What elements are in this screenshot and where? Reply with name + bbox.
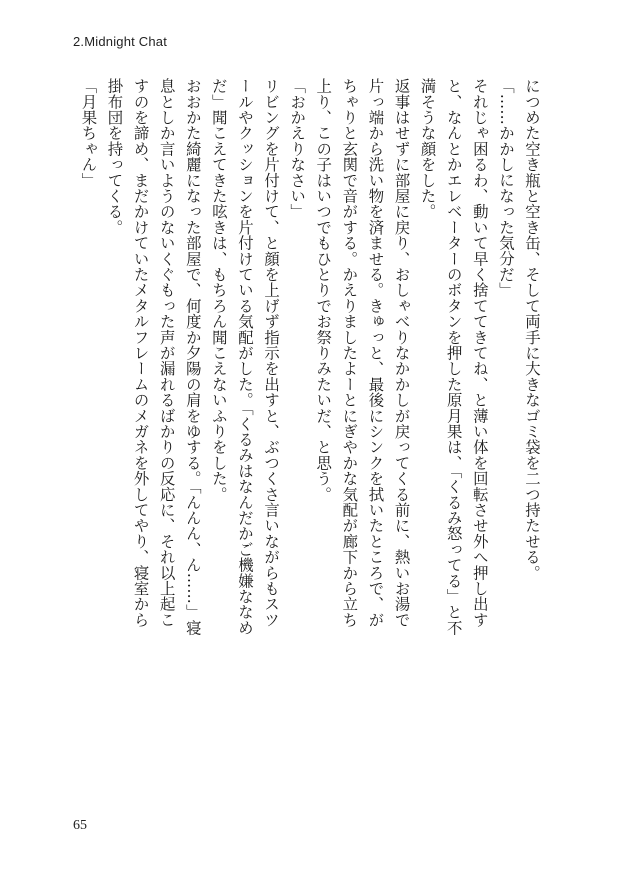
paragraph: につめた空き瓶と空き缶、そして両手に大きなゴミ袋を二つ持たせる。 bbox=[523, 78, 541, 581]
paragraph: 返事はせずに部屋に戻り、おしゃべりなかかしが戻ってくる前に、熱いお湯で片っ端から洗い物を済ませる。きゅっと、最後にシンクを拭いたところで、がちゃりと玄関で音がする。かえりましたよーとにぎやかな気配が廊下から立ち上り、この子はいつでもひとりでお祭りみたいだ、と思う。 bbox=[314, 78, 411, 628]
paragraph: 「……かかしになった気分だ」 bbox=[496, 78, 515, 298]
running-header: 2.Midnight Chat bbox=[73, 34, 168, 49]
paragraph: それじゃ困るわ、動いて早く捨ててきてね、と薄い体を回転させ外へ押し出すと、なんとかエレベーターのボタンを押した原月果は、「くるみ怒ってる」と不満そうな顔をした。 bbox=[418, 78, 489, 636]
paragraph: リビングを片付けて、と顔を上げず指示を出すと、ぶつくさ言いながらもスツールやクッションを片付けている気配がした。「くるみはなんだかご機嫌ななめだ」聞こえてきた呟きは、もちろん聞こえないふりをした。 bbox=[209, 78, 281, 636]
page-number: 65 bbox=[73, 818, 87, 833]
paragraph: 「月果ちゃん」 bbox=[79, 78, 98, 188]
paragraph: おおかた綺麗になった部屋で、何度か夕陽の肩をゆする。「んんん、ん……」寝息としか言いようのないくぐもった声が漏れるばかりの反応に、それ以上起こすのを諦め、まだかけていたメタルフレームのメガネを外してやり、寝室から掛布団を持ってくる。 bbox=[105, 78, 202, 636]
vertical-body-text bbox=[75, 78, 545, 638]
paragraph: 「おかえりなさい」 bbox=[288, 78, 307, 220]
